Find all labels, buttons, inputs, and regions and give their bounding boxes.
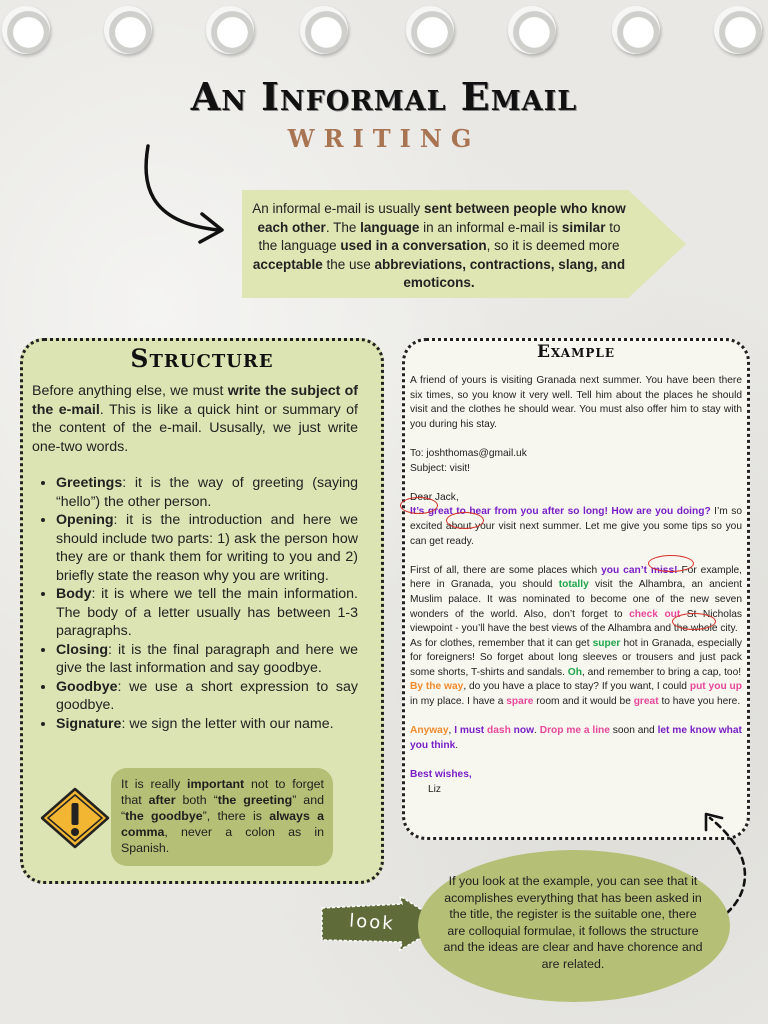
list-item xyxy=(56,474,358,511)
email-goodbye: Best wishes, xyxy=(410,769,472,781)
list-item xyxy=(56,641,358,678)
comma-note-text xyxy=(121,776,324,856)
structure-title: Structure xyxy=(130,344,274,373)
binder-ring-icon xyxy=(714,6,762,54)
text-run: language xyxy=(360,219,420,235)
email-subject-line: Subject: visit! xyxy=(410,462,471,474)
list-text: : we sign the letter with our name. xyxy=(121,715,334,732)
list-text: : it is the final paragraph and here we give the last information and say goodbye. xyxy=(56,641,358,676)
text-run: An informal e-mail is usually xyxy=(252,201,425,216)
text-run: , never a colon as in Spanish. xyxy=(121,825,324,855)
text-run: now xyxy=(513,725,535,737)
text-run: totally xyxy=(558,579,589,591)
text-run: to the language xyxy=(258,219,621,253)
text-run: . The xyxy=(325,219,361,235)
text-run: after xyxy=(148,793,176,807)
list-text: : it is the introduction and here we should include two parts: 1) ask the person how they are or thank them for writing to you and 2) briefly state the reason why you are writing. xyxy=(56,512,358,584)
structure-intro xyxy=(32,382,358,456)
text-run: acceptable xyxy=(252,256,323,272)
warning-icon xyxy=(40,787,110,849)
text-run: always a comma xyxy=(121,809,324,839)
structure-list xyxy=(32,474,358,733)
text-run: used in a conversation xyxy=(340,238,487,253)
binder-ring-icon xyxy=(2,6,50,54)
text-run: both “ xyxy=(175,793,218,807)
red-circle-mark xyxy=(648,555,694,572)
text-run: , xyxy=(448,725,455,737)
text-run: super xyxy=(592,637,621,649)
text-run: great xyxy=(633,696,659,708)
summary-text: If you look at the example, you can see that it acomplishes everything that has been asked in the title, the register is the suitable one, there are colloquial formulae, it follows the structure and the ideas are clear and have chorence and are related. xyxy=(443,874,703,971)
text-run: . xyxy=(534,725,540,737)
email-paragraph-clothes xyxy=(410,637,742,681)
text-run: visit the Alhambra, an ancient Muslim palace. It was nominated to become one of the new seven wonders of the world. Also, don’t forget to xyxy=(410,579,742,620)
text-run: I’m so excited about your visit next summer. Let me give you some tips so you can get ready. xyxy=(410,506,742,547)
list-text: : it is where we tell the main information. The body of a letter usually has between 1-3 paragraphs. xyxy=(56,586,358,639)
red-circle-mark xyxy=(446,512,484,529)
text-run: It’s great to hear from you after so long! How are you doing? xyxy=(410,506,715,518)
list-term: Greetings xyxy=(56,475,123,491)
text-run: room and it would be xyxy=(533,696,634,708)
list-term: Body xyxy=(56,586,92,602)
look-label: look xyxy=(348,910,396,935)
email-signature: Liz xyxy=(428,783,442,795)
text-run: Oh xyxy=(567,666,582,678)
list-item xyxy=(56,715,358,734)
text-run: not to forget that xyxy=(121,777,324,807)
list-term: Goodbye xyxy=(56,678,118,695)
text-run: let me know what you think xyxy=(410,725,742,751)
text-run: to have you here. xyxy=(658,696,741,708)
binder-ring-icon xyxy=(406,6,454,54)
text-run: in my place. I have a xyxy=(410,696,507,708)
text-run: the use xyxy=(322,256,375,272)
list-item xyxy=(56,678,358,715)
text-run: hot in Granada, especially for foreigners! So forget about long sleeves or trousers and just pack some shorts, T-shirts and sandals. xyxy=(410,637,742,678)
text-run: For example, here in Granada, you should xyxy=(410,564,742,591)
binder-ring-icon xyxy=(300,6,348,54)
text-run: St Nicholas viewpoint - you’ll have the best views of the Alhambra and the whole city. xyxy=(410,608,742,635)
list-term: Closing xyxy=(56,641,109,658)
page-title: An Informal Email xyxy=(190,74,578,119)
structure-intro-text: Before anything else, we must xyxy=(32,383,228,399)
binder-ring-icon xyxy=(508,6,556,54)
text-run: First of all, there are some places which xyxy=(410,564,602,576)
text-run: in an informal e-mail is xyxy=(419,219,562,235)
email-greeting: Dear Jack, xyxy=(410,491,459,503)
text-run: , so it is deemed more xyxy=(486,238,620,253)
email-to-line: To: joshthomas@gmail.uk xyxy=(410,447,527,459)
text-run: you can’t miss! xyxy=(601,564,678,576)
text-run: dash xyxy=(487,725,511,737)
list-term: Opening xyxy=(56,512,114,528)
text-run: Anyway xyxy=(410,725,449,737)
text-run: check out xyxy=(629,608,681,620)
email-paragraph-stay xyxy=(410,680,742,709)
text-run: . xyxy=(455,739,459,751)
list-item xyxy=(56,585,358,641)
text-run: , do you have a place to stay? If you want, I could xyxy=(463,681,690,693)
text-run: Drop me a line xyxy=(539,725,610,737)
red-circle-mark xyxy=(400,497,438,514)
text-run: similar xyxy=(561,219,606,235)
text-run: put you up xyxy=(689,681,742,693)
text-run: spare xyxy=(506,696,534,708)
binder-rings xyxy=(0,6,768,56)
example-email xyxy=(410,374,742,797)
text-run: By the way xyxy=(410,681,464,693)
text-run: ”, there is xyxy=(202,809,270,823)
binder-ring-icon xyxy=(612,6,660,54)
list-text: : we use a short expression to say goodbye. xyxy=(56,678,358,713)
text-run: the goodbye xyxy=(125,809,203,823)
example-prompt: A friend of yours is visiting Granada next summer. You have been there six times, so you know it very well. Tell him about the places he should visit and the clothes he should wear. You must also offer him to stay with you during his stay. xyxy=(410,375,742,430)
red-circle-mark xyxy=(672,613,716,630)
curved-arrow-icon xyxy=(138,142,230,244)
intro-text xyxy=(248,200,630,293)
text-run: the greeting xyxy=(217,793,293,807)
example-title: Example xyxy=(536,342,616,362)
text-run: I must xyxy=(454,725,485,737)
text-run: ” and “ xyxy=(121,793,324,823)
text-run: sent between people who know each other xyxy=(257,201,626,235)
binder-ring-icon xyxy=(206,6,254,54)
text-run: It is really xyxy=(121,777,188,791)
text-run: soon and xyxy=(609,725,658,737)
binder-ring-icon xyxy=(104,6,152,54)
text-run: abbreviations, contractions, slang, and emoticons. xyxy=(374,256,626,290)
structure-body xyxy=(32,382,358,733)
email-paragraph-closing xyxy=(410,724,742,753)
page-subtitle: WRITING xyxy=(287,124,481,153)
list-text: : it is the way of greeting (saying “hello”) the other person. xyxy=(56,475,358,510)
structure-intro-emphasis: write the subject of the e-mail xyxy=(32,383,359,418)
structure-intro-text: . This is like a quick hint or summary of the content of the e-mail. Ususally, we just write one-two words. xyxy=(32,401,358,455)
list-term: Signature xyxy=(56,715,122,732)
text-run: important xyxy=(187,777,245,791)
list-item xyxy=(56,511,358,585)
text-run: , and remember to bring a cap, too! xyxy=(581,666,742,678)
text-run: As for clothes, remember that it can get xyxy=(410,637,593,649)
